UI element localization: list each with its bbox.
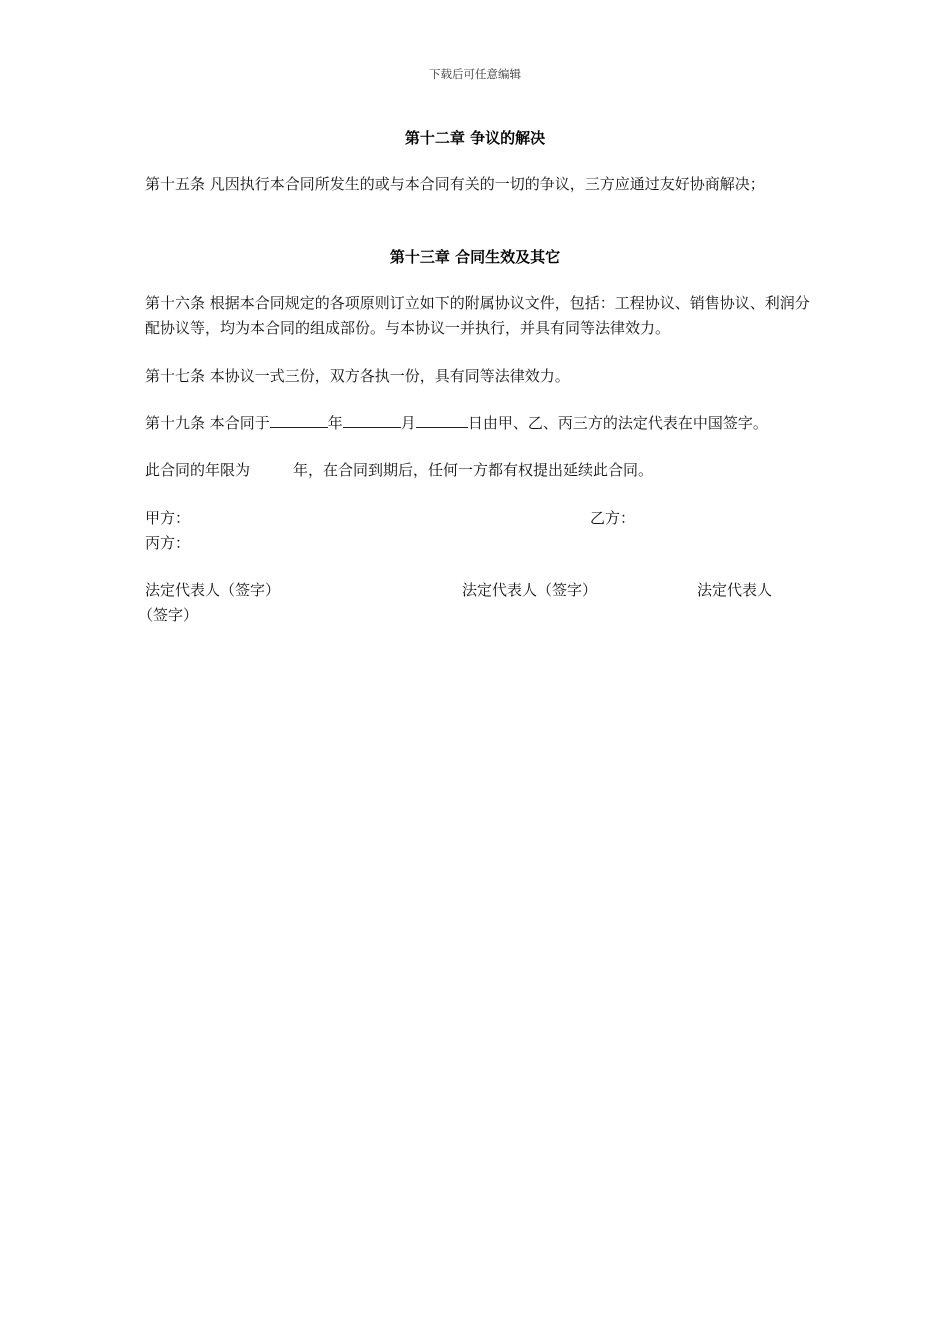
article-17: 第十七条 本协议一式三份，双方各执一份，具有同等法律效力。 xyxy=(145,367,570,385)
party-a-label: 甲方： xyxy=(145,509,191,527)
party-c-label: 丙方： xyxy=(145,534,191,552)
rep-c-signature: 法定代表人 xyxy=(697,581,773,599)
day-suffix: 日由甲、乙、丙三方的法定代表在中国签字。 xyxy=(467,414,768,432)
day-blank xyxy=(416,412,468,428)
rep-c-signature-cont: （签字） xyxy=(138,606,199,624)
article-19-prefix: 第十九条 本合同于 xyxy=(145,414,270,432)
chapter-12-title: 第十二章 争议的解决 xyxy=(404,129,546,147)
rep-b-signature: 法定代表人（签字） xyxy=(462,581,598,599)
year-blank xyxy=(270,412,328,428)
article-16: 第十六条 根据本合同规定的各项原则订立如下的附属协议文件，包括：工程协议、销售协议、利润分配协议等，均为本合同的组成部份。与本协议一并执行，并具有同等法律效力。 xyxy=(145,294,810,337)
year-label: 年 xyxy=(327,414,343,432)
term-prefix: 此合同的年限为 xyxy=(145,461,251,479)
article-19 xyxy=(145,411,768,436)
month-label: 月 xyxy=(400,414,416,432)
article-15: 第十五条 凡因执行本合同所发生的或与本合同有关的一切的争议，三方应通过友好协商解决； xyxy=(145,175,765,193)
rep-a-signature: 法定代表人（签字） xyxy=(145,581,281,599)
contract-term xyxy=(145,458,653,483)
party-b-label: 乙方： xyxy=(590,509,636,527)
chapter-13-title: 第十三章 合同生效及其它 xyxy=(389,248,561,266)
month-blank xyxy=(343,412,401,428)
term-suffix: 年，在合同到期后，任何一方都有权提出延续此合同。 xyxy=(293,461,654,479)
header-note: 下载后可任意编辑 xyxy=(429,67,521,81)
